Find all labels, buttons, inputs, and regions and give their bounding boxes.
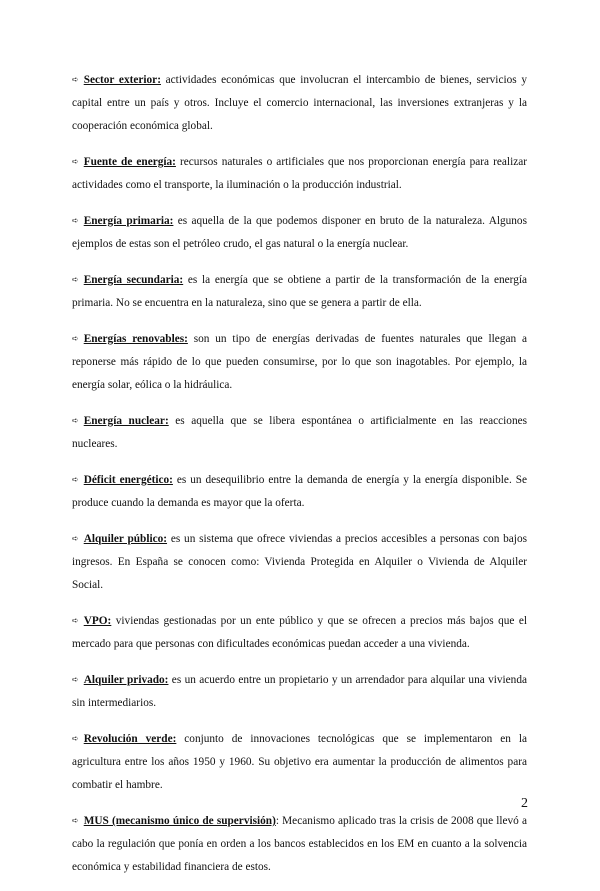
glossary-list <box>72 68 527 891</box>
glossary-entry <box>72 268 527 315</box>
arrow-bullet-icon: ➪ <box>72 275 79 284</box>
glossary-definition: es aquella de la que podemos disponer en bruto de la naturaleza. Algunos ejemplos de estas son el petróleo crudo, el gas natural o la energía nuclear. <box>72 215 527 250</box>
glossary-definition: es la energía que se obtiene a partir de la transformación de la energía primaria. No se encuentra en la naturaleza, sino que se genera a partir de ella. <box>72 274 528 309</box>
glossary-term: Energía secundaria: <box>83 274 184 286</box>
glossary-entry <box>72 727 527 797</box>
arrow-bullet-icon: ➪ <box>72 157 79 166</box>
glossary-definition: son un tipo de energías derivadas de fuentes naturales que llegan a reponerse más rápido de lo que pueden consumirse, por lo que son inagotables. Por ejemplo, la energía solar, eólica o la hidráulica. <box>72 333 527 391</box>
glossary-term: Energías renovables: <box>83 333 188 345</box>
glossary-definition: conjunto de innovaciones tecnológicas que se implementaron en la agricultura entre los años 1950 y 1960. Su objetivo era aumentar la producción de alimentos para combatir el hambre. <box>72 733 527 791</box>
glossary-term: Sector exterior: <box>83 74 161 86</box>
glossary-entry <box>72 809 527 879</box>
arrow-bullet-icon: ➪ <box>72 616 79 625</box>
glossary-definition: es un desequilibrio entre la demanda de energía y la energía disponible. Se produce cuando la demanda es mayor que la oferta. <box>72 474 527 509</box>
arrow-bullet-icon: ➪ <box>72 75 79 84</box>
glossary-entry <box>72 668 527 715</box>
glossary-entry <box>72 468 527 515</box>
glossary-definition: es aquella que se libera espontánea o artificialmente en las reacciones nucleares. <box>72 415 527 450</box>
glossary-term: Energía nuclear: <box>83 415 169 427</box>
glossary-definition: : Mecanismo aplicado tras la crisis de 2008 que llevó a cabo la regulación que ponía en orden a los bancos establecidos en los EM en cuanto a la solvencia económica y estabilidad financiera de estos. <box>72 815 528 873</box>
glossary-term: Déficit energético: <box>83 474 173 486</box>
glossary-entry <box>72 68 527 138</box>
arrow-bullet-icon: ➪ <box>72 816 79 825</box>
glossary-definition: actividades económicas que involucran el intercambio de bienes, servicios y capital entre un país y otros. Incluye el comercio internacional, las inversiones extranjeras y la cooperación económica global. <box>72 74 527 132</box>
glossary-entry <box>72 150 527 197</box>
glossary-definition: es un acuerdo entre un propietario y un arrendador para alquilar una vivienda sin intermediarios. <box>72 674 527 709</box>
glossary-entry <box>72 409 527 456</box>
glossary-term: VPO: <box>83 615 112 627</box>
glossary-term: MUS (mecanismo único de supervisión) <box>83 815 276 827</box>
glossary-term: Revolución verde: <box>83 733 177 745</box>
glossary-definition: es un sistema que ofrece viviendas a precios accesibles a personas con bajos ingresos. En España se conocen como: Vivienda Protegida en Alquiler o Vivienda de Alquiler Social. <box>72 533 527 591</box>
arrow-bullet-icon: ➪ <box>72 216 79 225</box>
glossary-term: Alquiler privado: <box>83 674 169 686</box>
glossary-term: Fuente de energía: <box>83 156 176 168</box>
arrow-bullet-icon: ➪ <box>72 475 79 484</box>
arrow-bullet-icon: ➪ <box>72 734 79 743</box>
glossary-term: Alquiler público: <box>83 533 168 545</box>
arrow-bullet-icon: ➪ <box>72 534 79 543</box>
glossary-entry <box>72 327 527 397</box>
arrow-bullet-icon: ➪ <box>72 675 79 684</box>
glossary-definition: recursos naturales o artificiales que nos proporcionan energía para realizar actividades como el transporte, la iluminación o la producción industrial. <box>72 156 527 191</box>
glossary-definition: viviendas gestionadas por un ente público y que se ofrecen a precios más bajos que el mercado para que personas con dificultades económicas puedan acceder a una vivienda. <box>72 615 527 650</box>
arrow-bullet-icon: ➪ <box>72 416 79 425</box>
page-number: 2 <box>521 796 528 811</box>
glossary-entry <box>72 209 527 256</box>
arrow-bullet-icon: ➪ <box>72 334 79 343</box>
glossary-term: Energía primaria: <box>83 215 174 227</box>
glossary-entry <box>72 527 527 597</box>
glossary-entry <box>72 609 527 656</box>
